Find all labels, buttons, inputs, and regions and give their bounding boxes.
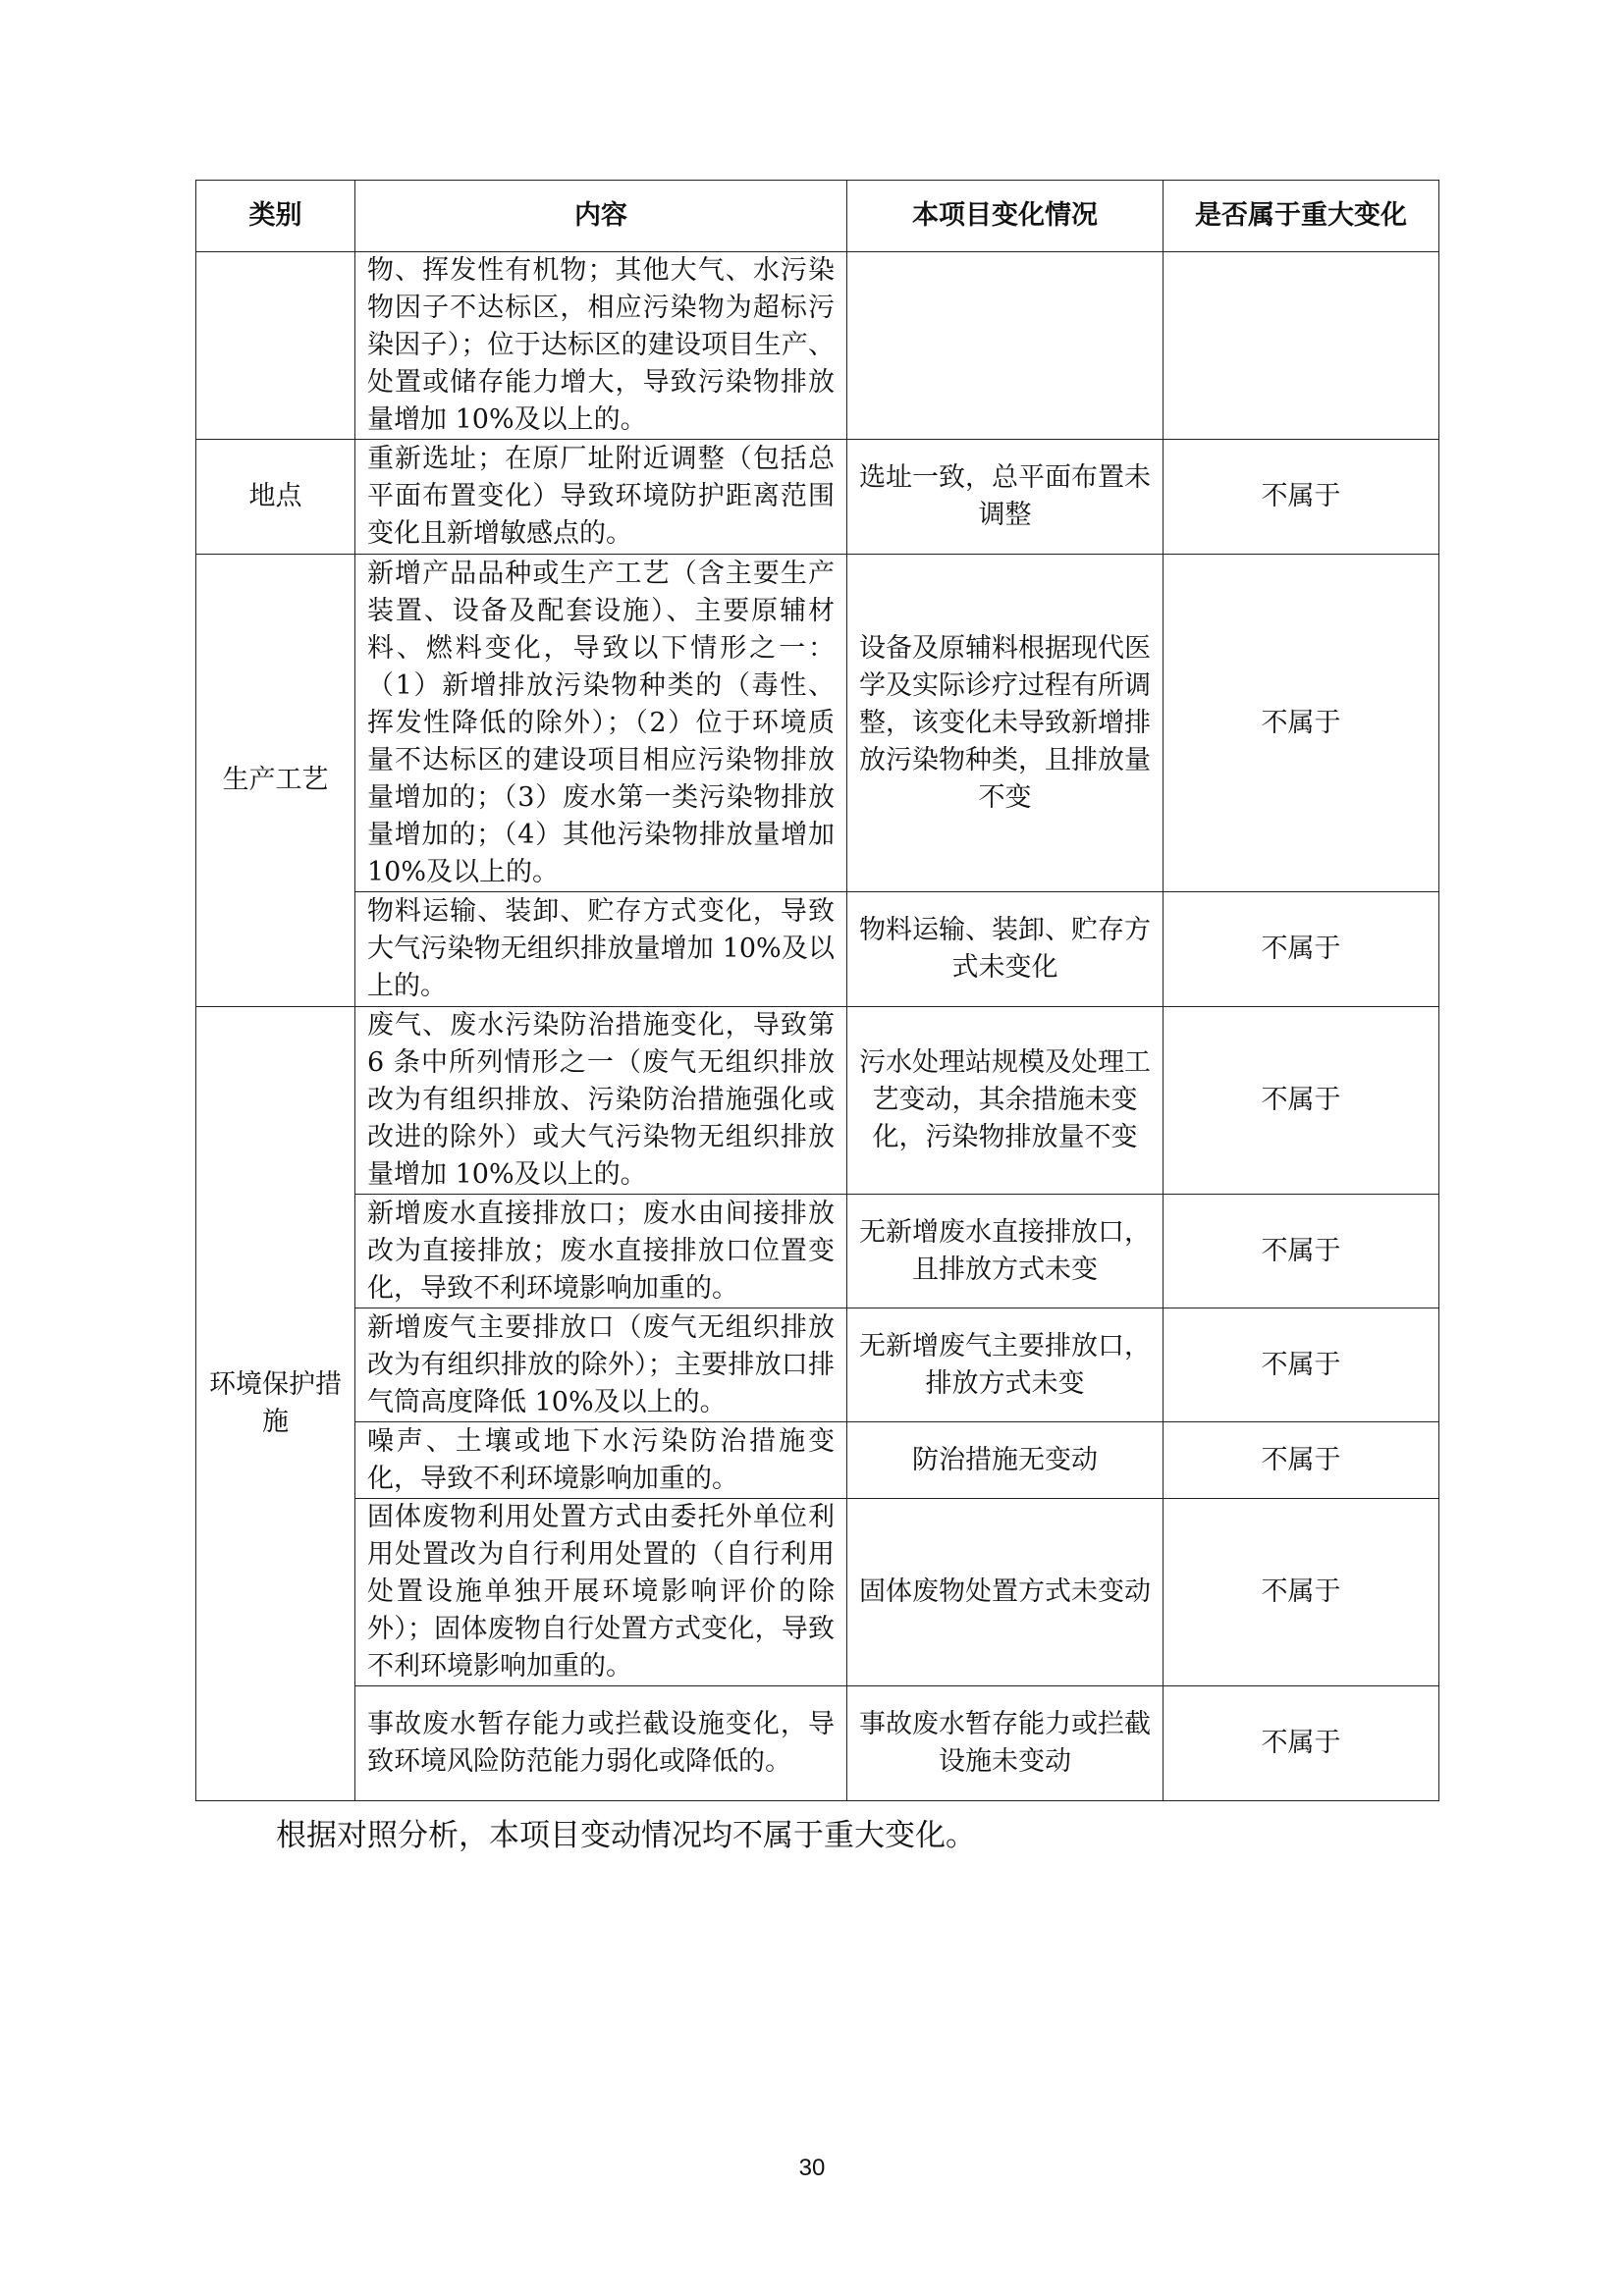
- content-cell: 新增产品品种或生产工艺（含主要生产装置、设备及配套设施）、主要原辅材料、燃料变化，导致以下情形之一：（1）新增排放污染物种类的（毒性、挥发性降低的除外）；（2）位于环境质量不达标区的建设项目相应污染物排放量增加的；（3）废水第一类污染物排放量增加的；（4）其他污染物排放量增加 10%及以上的。: [355, 555, 847, 892]
- table-header-row: [196, 181, 1439, 252]
- change-cell: 物料运输、装卸、贮存方式未变化: [847, 892, 1164, 1007]
- major-cell: [1164, 252, 1439, 440]
- change-cell: 设备及原辅料根据现代医学及实际诊疗过程有所调整，该变化未导致新增排放污染物种类，且排放量不变: [847, 555, 1164, 892]
- table-row: [196, 1499, 1439, 1686]
- table-row: [196, 1422, 1439, 1499]
- table-row: [196, 440, 1439, 555]
- table-row: [196, 1007, 1439, 1195]
- major-cell: 不属于: [1164, 1195, 1439, 1308]
- major-cell: 不属于: [1164, 1422, 1439, 1499]
- major-cell: 不属于: [1164, 440, 1439, 555]
- content-cell: 废气、废水污染防治措施变化，导致第 6 条中所列情形之一（废气无组织排放改为有组织排放、污染防治措施强化或改进的除外）或大气污染物无组织排放量增加 10%及以上的。: [355, 1007, 847, 1195]
- category-cell: 地点: [196, 440, 355, 555]
- major-cell: 不属于: [1164, 892, 1439, 1007]
- major-cell: 不属于: [1164, 1499, 1439, 1686]
- comparison-table: [195, 180, 1439, 1801]
- table-row: [196, 252, 1439, 440]
- header-change: 本项目变化情况: [847, 181, 1164, 252]
- content-cell: 物料运输、装卸、贮存方式变化，导致大气污染物无组织排放量增加 10%及以上的。: [355, 892, 847, 1007]
- category-cell: [196, 252, 355, 440]
- major-cell: 不属于: [1164, 1308, 1439, 1422]
- table-row: [196, 1195, 1439, 1308]
- content-cell: 物、挥发性有机物；其他大气、水污染物因子不达标区，相应污染物为超标污染因子）；位于达标区的建设项目生产、处置或储存能力增大，导致污染物排放量增加 10%及以上的。: [355, 252, 847, 440]
- header-major: 是否属于重大变化: [1164, 181, 1439, 252]
- content-cell: 事故废水暂存能力或拦截设施变化，导致环境风险防范能力弱化或降低的。: [355, 1686, 847, 1801]
- conclusion-paragraph: 根据对照分析，本项目变动情况均不属于重大变化。: [276, 1818, 976, 1853]
- category-cell: 生产工艺: [196, 555, 355, 1007]
- category-cell: 环境保护措施: [196, 1007, 355, 1801]
- content-cell: 重新选址；在原厂址附近调整（包括总平面布置变化）导致环境防护距离范围变化且新增敏感点的。: [355, 440, 847, 555]
- table-row: [196, 892, 1439, 1007]
- major-cell: 不属于: [1164, 555, 1439, 892]
- header-category: 类别: [196, 181, 355, 252]
- change-cell: 选址一致，总平面布置未调整: [847, 440, 1164, 555]
- change-cell: 无新增废水直接排放口，且排放方式未变: [847, 1195, 1164, 1308]
- change-cell: 事故废水暂存能力或拦截设施未变动: [847, 1686, 1164, 1801]
- header-content: 内容: [355, 181, 847, 252]
- content-cell: 噪声、土壤或地下水污染防治措施变化，导致不利环境影响加重的。: [355, 1422, 847, 1499]
- table-row: [196, 555, 1439, 892]
- change-cell: 防治措施无变动: [847, 1422, 1164, 1499]
- change-cell: [847, 252, 1164, 440]
- table-row: [196, 1308, 1439, 1422]
- page-number: 30: [798, 2155, 826, 2181]
- change-cell: 污水处理站规模及处理工艺变动，其余措施未变化，污染物排放量不变: [847, 1007, 1164, 1195]
- major-cell: 不属于: [1164, 1686, 1439, 1801]
- content-cell: 固体废物利用处置方式由委托外单位利用处置改为自行利用处置的（自行利用处置设施单独开展环境影响评价的除外）；固体废物自行处置方式变化，导致不利环境影响加重的。: [355, 1499, 847, 1686]
- content-cell: 新增废气主要排放口（废气无组织排放改为有组织排放的除外）；主要排放口排气筒高度降低 10%及以上的。: [355, 1308, 847, 1422]
- table-row: [196, 1686, 1439, 1801]
- content-cell: 新增废水直接排放口；废水由间接排放改为直接排放；废水直接排放口位置变化，导致不利环境影响加重的。: [355, 1195, 847, 1308]
- change-cell: 固体废物处置方式未变动: [847, 1499, 1164, 1686]
- major-cell: 不属于: [1164, 1007, 1439, 1195]
- change-cell: 无新增废气主要排放口，排放方式未变: [847, 1308, 1164, 1422]
